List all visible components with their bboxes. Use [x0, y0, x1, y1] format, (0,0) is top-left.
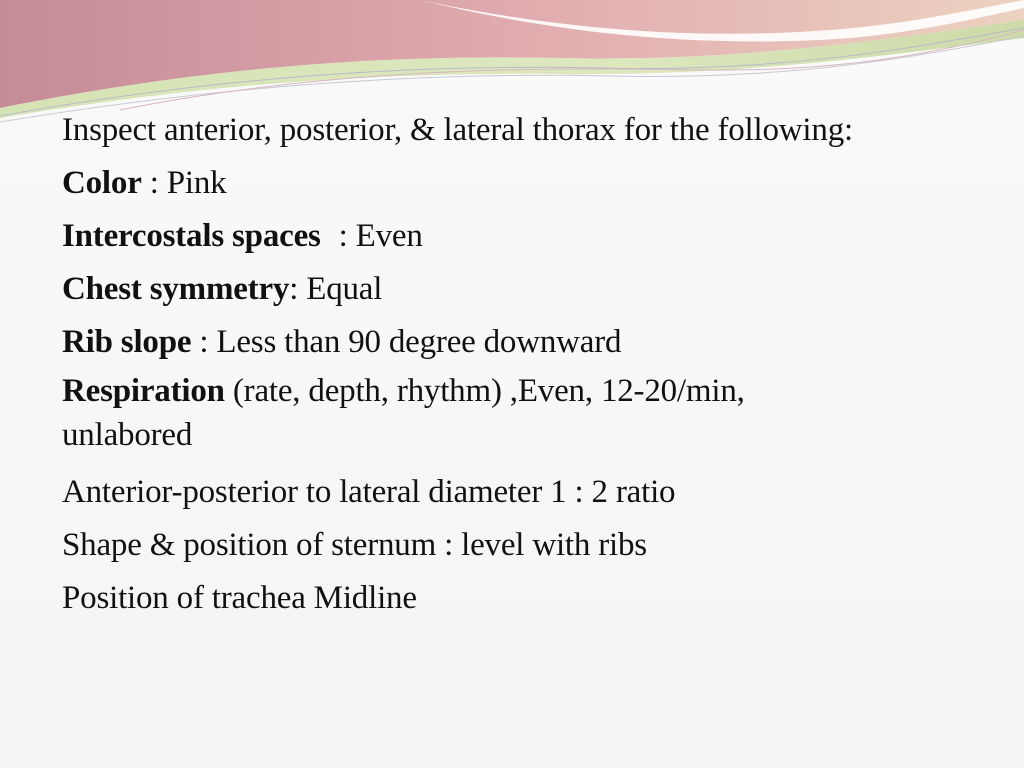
item-color	[62, 157, 982, 210]
item-value: : Less than 90 degree downward	[191, 324, 622, 360]
slide-body	[62, 104, 982, 625]
item-label: Respiration	[62, 373, 225, 409]
ap-lateral-diameter-line: Anterior-posterior to lateral diameter 1 : 2 ratio	[62, 474, 676, 510]
item-respiration	[62, 369, 982, 457]
item-value: : Equal	[289, 271, 383, 307]
item-label: Intercostals spaces	[62, 218, 321, 254]
intro-line: Inspect anterior, posterior, & lateral thorax for the following:	[62, 112, 853, 148]
item-value: (rate, depth, rhythm) ,Even, 12-20/min, unlabored	[62, 373, 745, 453]
item-label: Chest symmetry	[62, 271, 290, 307]
item-label: Color	[62, 165, 142, 201]
item-value: : Pink	[141, 165, 227, 201]
item-intercostal-spaces	[62, 210, 982, 263]
item-label: Rib slope	[62, 324, 192, 360]
trachea-line: Position of trachea Midline	[62, 580, 417, 616]
item-chest-symmetry	[62, 263, 982, 316]
sternum-line: Shape & position of sternum : level with ribs	[62, 527, 647, 563]
item-value: : Even	[338, 218, 423, 254]
item-rib-slope	[62, 316, 982, 369]
